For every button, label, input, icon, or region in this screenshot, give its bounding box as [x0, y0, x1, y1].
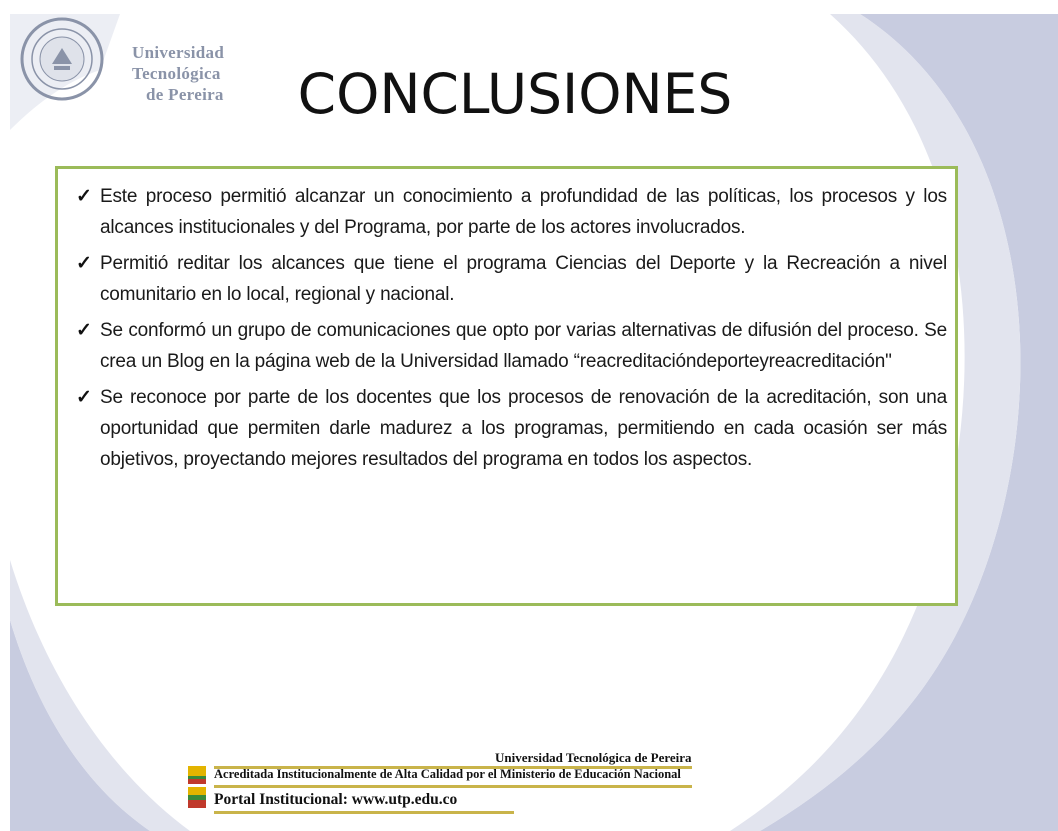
- conclusion-text: Este proceso permitió alcanzar un conocimiento a profundidad de las políticas, los procesos y los alcances institucionales y del Programa, por parte de los actores involucrados.: [100, 186, 947, 238]
- footer-divider-mid: [214, 785, 692, 788]
- footer-portal: Portal Institucional: www.utp.edu.co: [214, 791, 458, 808]
- footer-university: Universidad Tecnológica de Pereira: [495, 750, 692, 765]
- conclusions-box: [55, 166, 958, 606]
- footer-accreditation: Acreditada Institucionalmente de Alta Calidad por el Ministerio de Educación Nacional: [214, 767, 681, 781]
- footer-banner: [188, 745, 698, 825]
- conclusions-list: [58, 169, 955, 475]
- footer-divider-bottom: [214, 811, 514, 814]
- flag-square-red-2: [188, 800, 206, 808]
- checkmark-icon: ✓: [76, 387, 92, 408]
- checkmark-icon: ✓: [76, 186, 92, 207]
- flag-square-yellow: [188, 766, 206, 776]
- flag-square-red: [188, 779, 206, 784]
- flag-square-yellow-2: [188, 787, 206, 795]
- checkmark-icon: ✓: [76, 320, 92, 341]
- logo-line-1: Universidad: [132, 43, 225, 62]
- conclusion-text: Se conformó un grupo de comunicaciones que opto por varias alternativas de difusión del proceso. Se crea un Blog en la página web de la Universidad llamado “reacreditacióndeporteyreacreditación": [100, 320, 947, 372]
- conclusion-item: [72, 181, 947, 243]
- conclusion-text: Se reconoce por parte de los docentes que los procesos de renovación de la acreditación, son una oportunidad que permiten darle madurez a los programas, permitiendo en cada ocasión ser más objetivos, proyectando mejores resultados del programa en todos los aspectos.: [100, 387, 947, 470]
- logo-line-3: de Pereira: [146, 85, 224, 104]
- conclusion-item: [72, 315, 947, 377]
- logo-line-2: Tecnológica: [132, 64, 221, 83]
- checkmark-icon: ✓: [76, 253, 92, 274]
- conclusion-text: Permitió reditar los alcances que tiene el programa Ciencias del Deporte y la Recreación a nivel comunitario en lo local, regional y nacional.: [100, 253, 947, 305]
- conclusion-item: [72, 382, 947, 475]
- slide-title: CONCLUSIONES: [297, 62, 733, 126]
- conclusion-item: [72, 248, 947, 310]
